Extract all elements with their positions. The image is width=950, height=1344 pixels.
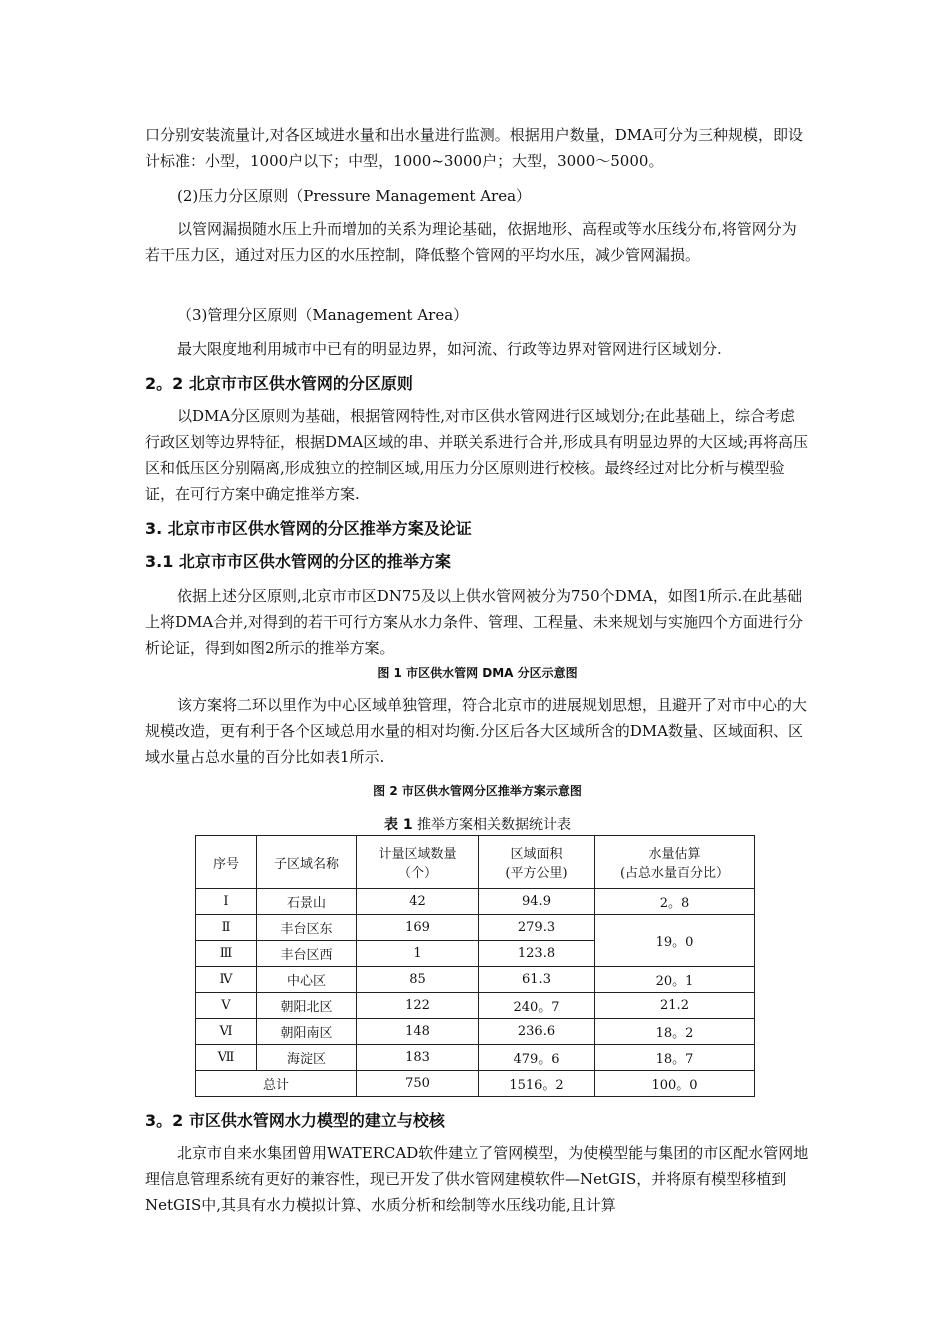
table-cell: 85 — [357, 967, 479, 993]
header-count — [357, 836, 479, 889]
header-area-line2: (平方公里) — [505, 866, 568, 881]
table-cell: Ⅵ — [196, 1019, 257, 1045]
table-cell: 18。7 — [595, 1045, 755, 1071]
table-cell: 18。2 — [595, 1019, 755, 1045]
table-cell-merged: 19。0 — [595, 915, 755, 967]
table-cell: Ⅱ — [196, 915, 257, 941]
table-cell: Ⅶ — [196, 1045, 257, 1071]
table-cell: 丰台区西 — [257, 941, 357, 967]
table-total-row — [196, 1071, 755, 1097]
table-cell: Ⅳ — [196, 967, 257, 993]
total-count: 750 — [357, 1071, 479, 1097]
table-cell: 94.9 — [479, 889, 595, 915]
figure-1-caption: 图 1 市区供水管网 DMA 分区示意图 — [377, 666, 578, 680]
total-water: 100。0 — [595, 1071, 755, 1097]
table-header-row — [196, 836, 755, 889]
table-caption-label: 表 1 — [383, 817, 413, 833]
header-area-line1: 区域面积 — [510, 847, 563, 862]
table-row — [196, 1045, 755, 1071]
table-cell: 2。8 — [595, 889, 755, 915]
header-water-line2: (占总水量百分比） — [619, 866, 730, 881]
table-cell: Ⅰ — [196, 889, 257, 915]
total-label: 总计 — [196, 1071, 357, 1097]
header-count-line1: 计量区域数量 — [378, 847, 457, 862]
pressure-zone-title: (2)压力分区原则（Pressure Management Area） — [177, 187, 532, 205]
table-cell: 122 — [357, 993, 479, 1019]
table-row — [196, 915, 755, 941]
section-3-2-heading: 3。2 市区供水管网水力模型的建立与校核 — [145, 1111, 445, 1130]
header-index: 序号 — [196, 836, 257, 889]
table-cell: 21.2 — [595, 993, 755, 1019]
table-cell: 20。1 — [595, 967, 755, 993]
table-cell: 朝阳北区 — [257, 993, 357, 1019]
table-row — [196, 967, 755, 993]
pressure-zone-body: 以管网漏损随水压上升而增加的关系为理论基础，依据地形、高程或等水压线分布,将管网分为若干压力区，通过对压力区的水压控制，降低整个管网的平均水压，减少管网漏损。 — [145, 220, 797, 264]
table-row — [196, 993, 755, 1019]
table-cell: 236.6 — [479, 1019, 595, 1045]
table-cell: 123.8 — [479, 941, 595, 967]
section-3-1-heading: 3.1 北京市市区供水管网的分区的推举方案 — [145, 552, 451, 571]
table-cell: 279.3 — [479, 915, 595, 941]
statistics-table — [195, 835, 755, 1097]
table-row — [196, 889, 755, 915]
table-cell: 479。6 — [479, 1045, 595, 1071]
table-cell: 61.3 — [479, 967, 595, 993]
table-cell: 海淀区 — [257, 1045, 357, 1071]
table-1-caption — [145, 814, 810, 834]
total-area: 1516。2 — [479, 1071, 595, 1097]
header-count-line2: （个） — [397, 866, 437, 881]
section-3-2-body: 北京市自来水集团曾用WATERCAD软件建立了管网模型，为使模型能与集团的市区配水管网地理信息管理系统有更好的兼容性，现已开发了供水管网建模软件—NetGIS，并将原有模型移植到NetGIS中,其具有水力模拟计算、水质分析和绘制等水压线功能,且计算 — [145, 1144, 809, 1214]
table-cell: 丰台区东 — [257, 915, 357, 941]
table-cell: 240。7 — [479, 993, 595, 1019]
table-row — [196, 1019, 755, 1045]
figure-2-caption: 图 2 市区供水管网分区推举方案示意图 — [373, 784, 582, 798]
table-cell: 中心区 — [257, 967, 357, 993]
plan-paragraph: 该方案将二环以里作为中心区域单独管理，符合北京市的进展规划思想，且避开了对市中心的大规模改造，更有利于各个区域总用水量的相对均衡.分区后各大区域所含的DMA数量、区域面积、区域水量占总水量的百分比如表1所示. — [145, 696, 808, 766]
header-water — [595, 836, 755, 889]
table-cell: 183 — [357, 1045, 479, 1071]
table-cell: 石景山 — [257, 889, 357, 915]
paragraph-dma-scale: 口分别安装流量计,对各区域进水量和出水量进行监测。根据用户数量，DMA可分为三种规模，即设计标准：小型，1000户以下；中型，1000~3000户；大型，3000～5000。 — [145, 126, 803, 170]
table-cell: 42 — [357, 889, 479, 915]
section-3-1-body: 依据上述分区原则,北京市市区DN75及以上供水管网被分为750个DMA，如图1所示.在此基础上将DMA合并,对得到的若干可行方案从水力条件、管理、工程量、未来规划与实施四个方面进行分析论证，得到如图2所示的推举方案。 — [145, 587, 803, 657]
section-2-2-body: 以DMA分区原则为基础，根据管网特性,对市区供水管网进行区域划分;在此基础上，综合考虑行政区划等边界特征，根据DMA区域的串、并联关系进行合并,形成具有明显边界的大区域;再将高压区和低压区分别隔离,形成独立的控制区域,用压力分区原则进行校核。最终经过对比分析与模型验证，在可行方案中确定推举方案. — [145, 407, 809, 503]
table-cell: 169 — [357, 915, 479, 941]
section-3-heading: 3. 北京市市区供水管网的分区推举方案及论证 — [145, 519, 472, 538]
table-cell: Ⅴ — [196, 993, 257, 1019]
management-zone-title: （3)管理分区原则（Management Area） — [177, 306, 469, 324]
header-water-line1: 水量估算 — [648, 847, 701, 862]
table-cell: 朝阳南区 — [257, 1019, 357, 1045]
table-cell: Ⅲ — [196, 941, 257, 967]
table-cell: 148 — [357, 1019, 479, 1045]
header-subregion: 子区域名称 — [257, 836, 357, 889]
table-cell: 1 — [357, 941, 479, 967]
table-caption-text: 推举方案相关数据统计表 — [412, 817, 572, 833]
section-2-2-heading: 2。2 北京市市区供水管网的分区原则 — [145, 374, 413, 393]
header-area — [479, 836, 595, 889]
management-zone-body: 最大限度地利用城市中已有的明显边界，如河流、行政等边界对管网进行区域划分. — [177, 340, 722, 358]
